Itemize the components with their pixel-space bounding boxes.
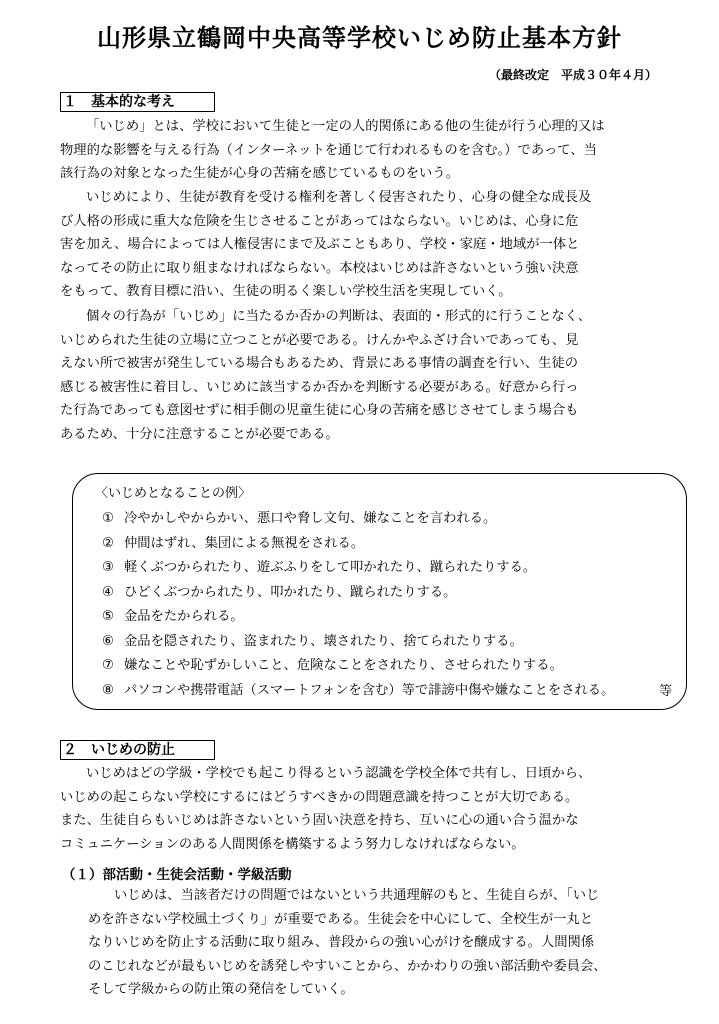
text-line: また、生徒自らもいじめは許さないという固い決意を持ち、互いに心の通い合う温かな	[60, 813, 579, 829]
list-item	[102, 532, 614, 557]
subsection-1-heading: （１）部活動・生徒会活動・学級活動	[62, 867, 292, 883]
item-number: ②	[102, 535, 114, 551]
item-text: パソコンや携帯電話（スマートフォンを含む）等で誹謗中傷や嫌なことをされる。	[124, 682, 615, 698]
subsection-1-paragraph	[88, 884, 673, 1002]
list-item	[102, 605, 614, 630]
section-1-paragraph-3	[60, 305, 660, 447]
item-number: ①	[102, 511, 114, 526]
text-line: いじめられた生徒の立場に立つことが必要である。けんかやふざけ合いであっても、見	[60, 332, 579, 348]
examples-etc: 等	[658, 684, 672, 699]
text-line: そして学級からの防止策の発信をしていく。	[88, 982, 354, 998]
text-line: び人格の形成に重大な危険を生じさせることがあってはならない。いじめは、心身に危	[60, 213, 579, 229]
item-number: ⑧	[102, 682, 114, 698]
list-item	[102, 630, 614, 655]
text-line: いじめにより、生徒が教育を受ける権利を著しく侵害されたり、心身の健全な成長及	[86, 190, 592, 205]
list-item	[102, 581, 614, 606]
text-line: 該行為の対象となった生徒が心身の苦痛を感じているものをいう。	[60, 166, 459, 182]
examples-list	[102, 507, 614, 703]
list-item	[102, 654, 614, 679]
text-line: めを許さない学校風土づくり」が重要である。生徒会を中心にして、全校生が一丸と	[88, 911, 594, 927]
examples-title: 〈いじめとなることの例〉	[95, 486, 252, 501]
examples-box	[72, 473, 687, 710]
text-line: なってその防止に取り組まなければならない。本校はいじめは許さないという強い決意	[60, 260, 579, 276]
section-1-heading: １ 基本的な考え	[60, 92, 215, 112]
revision-date: （最終改定 平成３０年４月）	[488, 68, 657, 82]
text-line: なりいじめを防止する活動に取り組み、普段からの強い心がけを醸成する。人間関係	[88, 935, 595, 951]
item-number: ⑤	[102, 609, 114, 624]
section-2-paragraph-1	[60, 762, 660, 856]
text-line: 「いじめ」とは、学校において生徒と一定の人的関係にある他の生徒が行う心理的又は	[86, 119, 605, 134]
text-line: をもって、教育目標に沿い、生徒の明るく楽しい学校生活を実現していく。	[60, 284, 512, 300]
page-title: 山形県立鶴岡中央高等学校いじめ防止基本方針	[97, 24, 622, 52]
text-line: いじめの起こらない学校にするにはどうすべきかの問題意識を持つことが大切である。	[60, 789, 579, 805]
text-line: 物理的な影響を与える行為（インターネットを通じて行われるものを含む。）であって、当	[60, 142, 597, 158]
text-line: のこじれなどが最もいじめを誘発しやすいことから、かかわりの強い部活動や委員会、	[88, 958, 607, 974]
text-line: 個々の行為が「いじめ」に当たるか否かの判断は、表面的・形式的に行うことなく、	[86, 309, 592, 324]
item-text: ひどくぶつかられたり、叩かれたり、蹴られたりする。	[124, 584, 457, 600]
item-text: 仲間はずれ、集団による無視をされる。	[124, 535, 365, 551]
item-text: 嫌なことや恥ずかしいこと、危険なことをされたり、させられたりする。	[124, 658, 563, 673]
text-line: コミュニケーションのある人間関係を構築するよう努力しなければならない。	[60, 836, 525, 852]
text-line: いじめは、当該者だけの問題ではないという共通理解のもと、生徒自らが、「いじ	[114, 888, 600, 903]
list-item	[102, 556, 614, 581]
list-item	[102, 679, 614, 704]
item-text: 金品をたかられる。	[124, 609, 244, 624]
section-1-paragraph-2	[60, 186, 660, 304]
text-line: いじめはどの学級・学校でも起こり得るという認識を学校全体で共有し、日頃から、	[86, 766, 592, 781]
list-item	[102, 507, 614, 532]
text-line: 感じる被害性に着目し、いじめに該当するか否かを判断する必要がある。好意から行っ	[60, 379, 579, 395]
item-number: ⑦	[102, 658, 114, 673]
item-text: 冷やかしやからかい、悪口や脅し文句、嫌なことを言われる。	[124, 511, 497, 526]
section-2-heading: ２ いじめの防止	[60, 740, 215, 760]
text-line: えない所で被害が発生している場合もあるため、背景にある事情の調査を行い、生徒の	[60, 356, 579, 372]
item-number: ④	[102, 584, 114, 600]
text-line: あるため、十分に注意することが必要である。	[60, 426, 339, 442]
item-text: 金品を隠されたり、盗まれたり、壊されたり、捨てられたりする。	[124, 633, 523, 649]
item-text: 軽くぶつかられたり、遊ぶふりをして叩かれたり、蹴られたりする。	[124, 560, 537, 575]
text-line: た行為であっても意図せずに相手側の児童生徒に心身の苦痛を感じさせてしまう場合も	[60, 403, 579, 419]
text-line: 害を加え、場合によっては人権侵害にまで及ぶこともあり、学校・家庭・地域が一体と	[60, 237, 580, 253]
section-1-paragraph-1	[60, 115, 660, 186]
item-number: ⑥	[102, 633, 114, 649]
item-number: ③	[102, 560, 114, 575]
